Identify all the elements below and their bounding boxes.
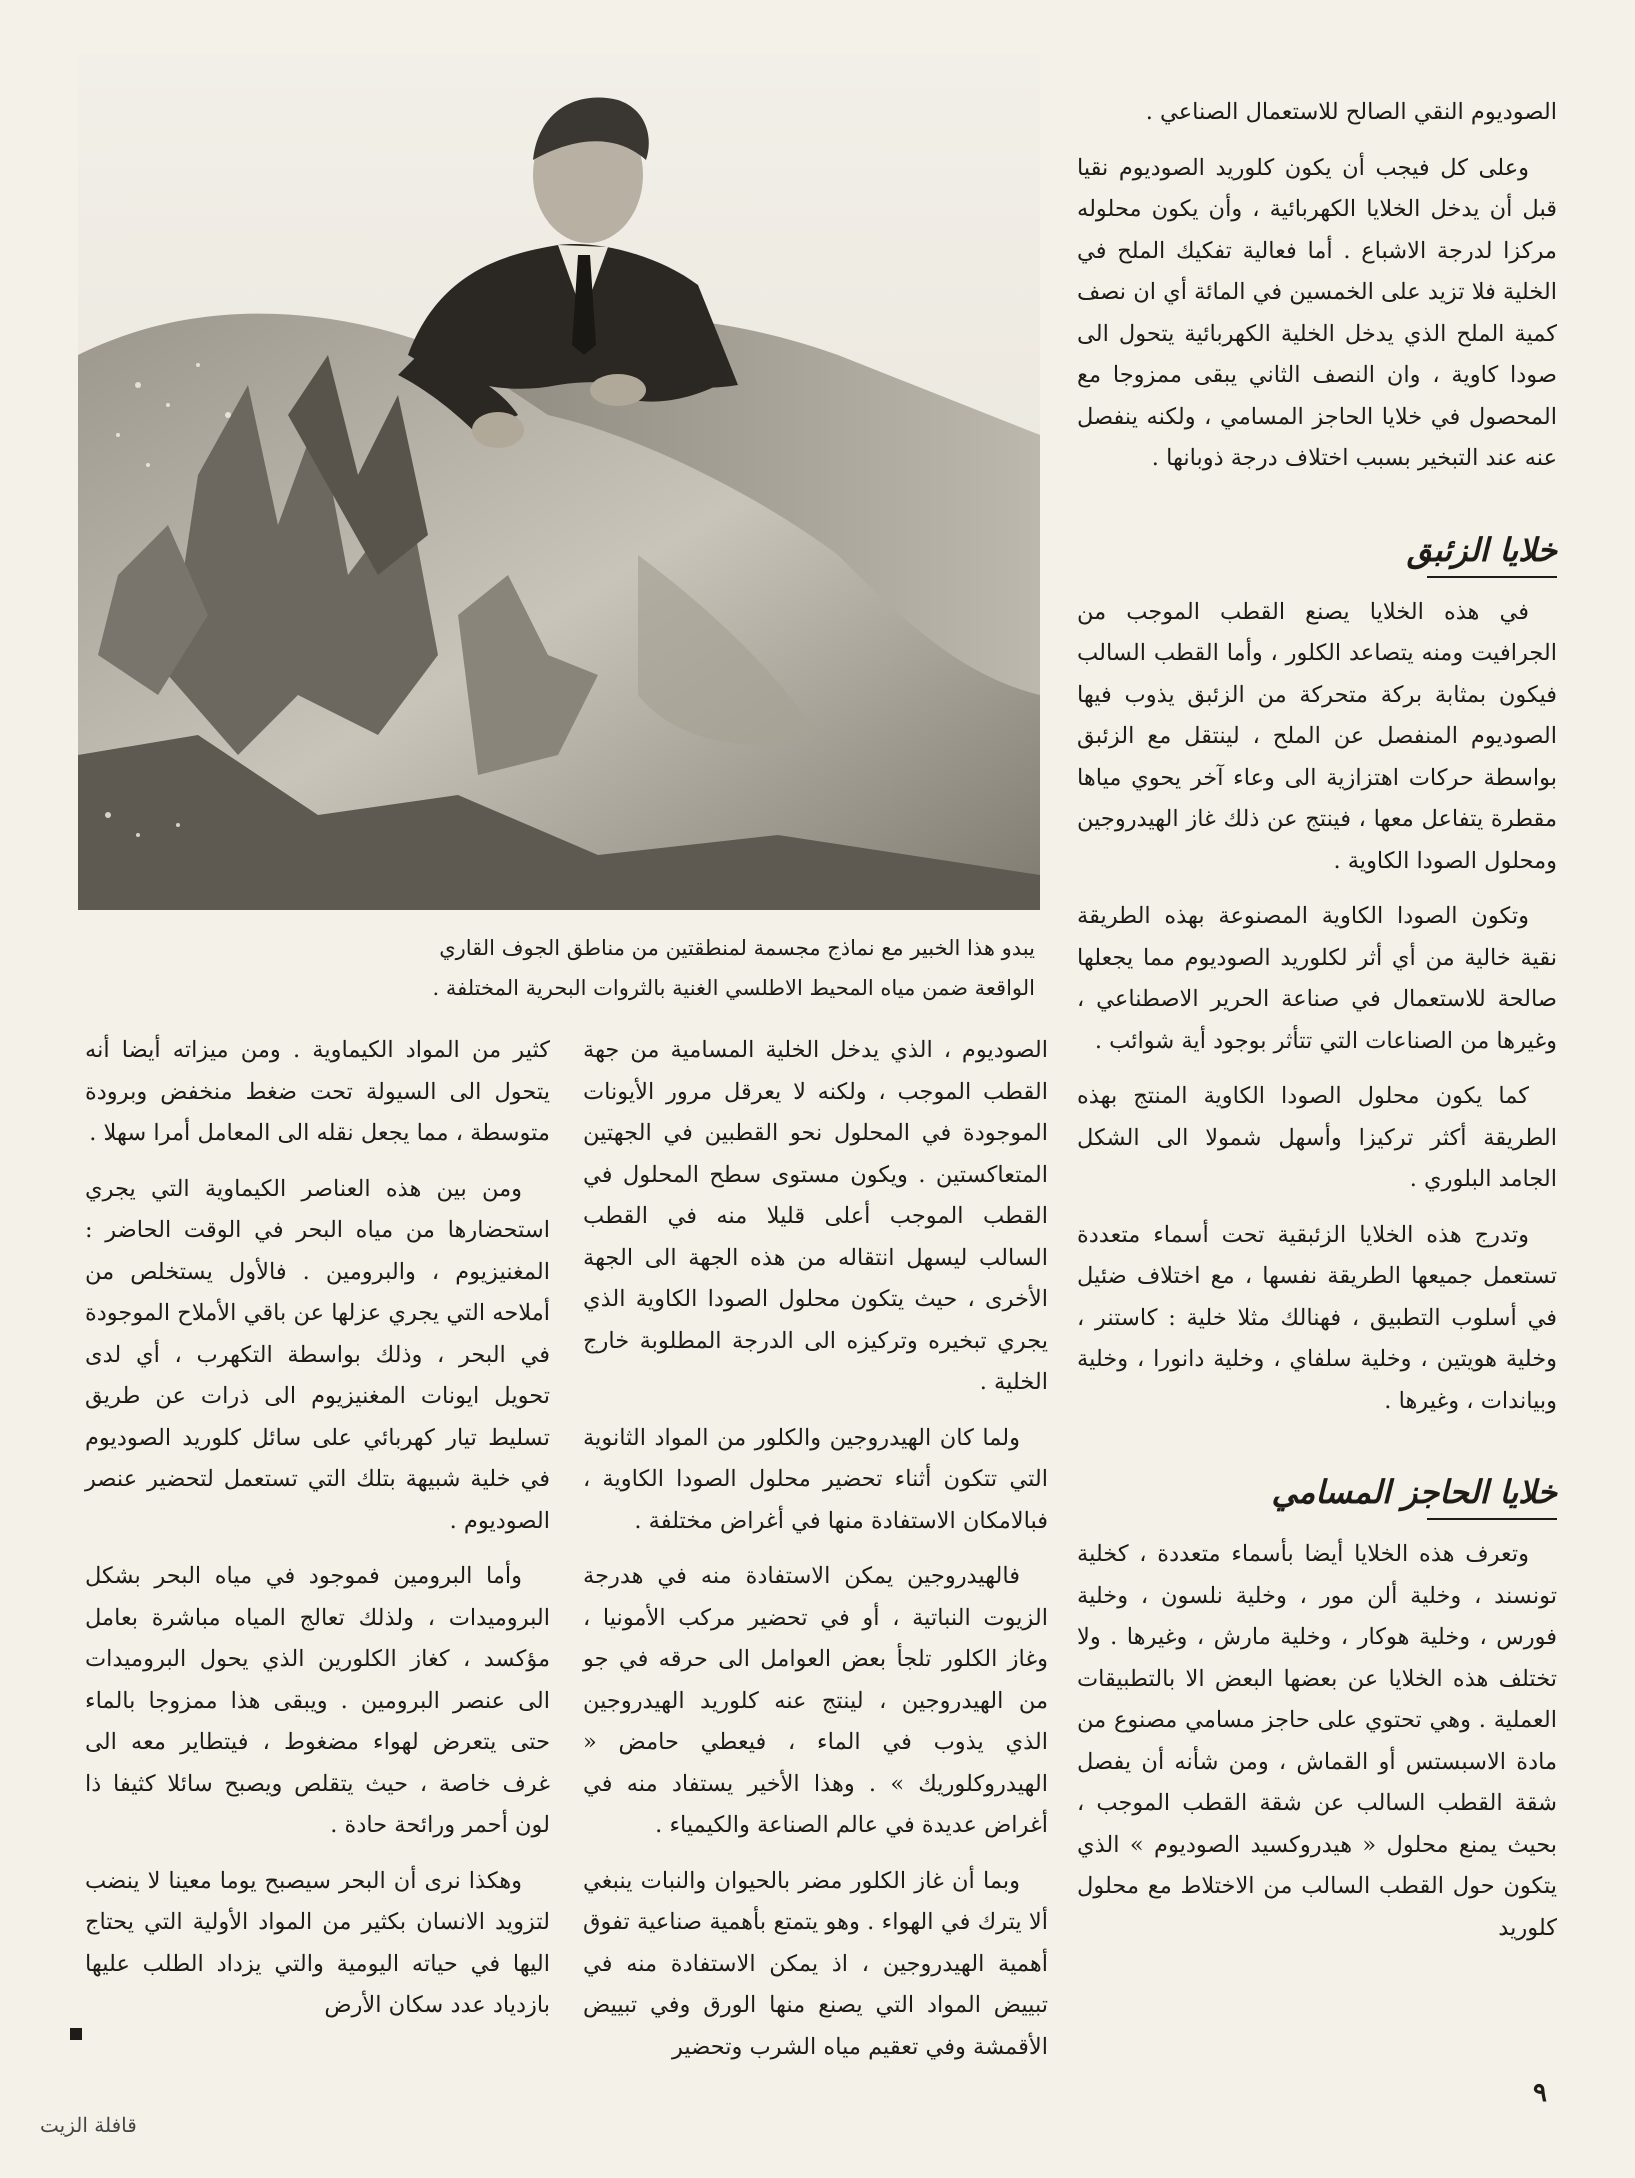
- article-paragraph: وعلى كل فيجب أن يكون كلوريد الصوديوم نقيا قبل أن يدخل الخلايا الكهربائية ، وأن يكون محلوله مركزا لدرجة الاشباع . أما فعالية تفكيك الملح في الخلية فلا تزيد على الخمسين في المائة أي ان نصف كمية الملح الذي يدخل الخلية الكهربائية يتحول الى صودا كاوية ، وان النصف الثاني يبقى ممزوجا مع المحصول في خلايا الحاجز المسامي ، ولكنه ينفصل عنه عند التبخير بسبب اختلاف درجة ذوبانها .: [1077, 154, 1557, 471]
- article-paragraph: كما يكون محلول الصودا الكاوية المنتج بهذه الطريقة أكثر تركيزا وأسهل شمولا الى الشكل الجامد البلوري .: [1077, 1083, 1557, 1192]
- section-heading: خلايا الحاجز المسامي: [1077, 1468, 1557, 1520]
- article-paragraph: الصوديوم النقي الصالح للاستعمال الصناعي .: [1145, 99, 1557, 125]
- article-column-left: [85, 1030, 550, 2041]
- photo-caption-line-1: يبدو هذا الخبير مع نماذج مجسمة لمنطقتين من مناطق الجوف القاري: [439, 936, 1035, 960]
- article-paragraph: الصوديوم ، الذي يدخل الخلية المسامية من جهة القطب الموجب ، ولكنه لا يعرقل مرور الأيونات الموجودة في المحلول نحو القطبين في الجهتين المتعاكستين . ويكون مستوى سطح المحلول في القطب الموجب أعلى قليلا منه في القطب السالب ليسهل انتقاله من هذه الجهة الى الجهة الأخرى ، حيث يتكون محلول الصودا الكاوية الذي يجري تبخيره وتركيزه الى الدرجة المطلوبة خارج الخلية .: [583, 1037, 1048, 1395]
- article-paragraph: في هذه الخلايا يصنع القطب الموجب من الجرافيت ومنه يتصاعد الكلور ، وأما القطب السالب فيكون بمثابة بركة متحركة من الزئبق يذوب فيها الصوديوم المنفصل عن الملح ، لينتقل مع الزئبق بواسطة حركات اهتزازية الى وعاء آخر يحوي مياها مقطرة يتفاعل معها ، فينتج عن ذلك غاز الهيدروجين ومحلول الصودا الكاوية .: [1077, 598, 1557, 874]
- article-paragraph: وتدرج هذه الخلايا الزئبقية تحت أسماء متعددة تستعمل جميعها الطريقة نفسها ، مع اختلاف ضئيل في أسلوب التطبيق ، فهنالك مثلا خلية : كاستنر ، وخلية هويتين ، وخلية سلفاي ، وخلية دانورا ، وخلية وبياندات ، وغيرها .: [1077, 1221, 1557, 1414]
- article-paragraph: وتعرف هذه الخلايا أيضا بأسماء متعددة ، كخلية تونسند ، وخلية ألن مور ، وخلية نلسون ، وخلية فورس ، وخلية هوكار ، وخلية مارش ، وغيرها . ولا تختلف هذه الخلايا عن بعضها البعض الا بالتطبيقات العملية . وهي تحتوي على حاجز مسامي مصنوع من مادة الاسبستس أو القماش ، ومن شأنه أن يفصل شقة القطب السالب عن شقة القطب الموجب ، بحيث يمنع محلول « هيدروكسيد الصوديوم » الذي يتكون حول القطب السالب من الاختلاط مع محلول كلوريد: [1077, 1541, 1557, 1941]
- expert-with-seabed-model-image: [78, 55, 1040, 910]
- article-paragraph: ومن بين هذه العناصر الكيماوية التي يجري استحضارها من مياه البحر في الوقت الحاضر : المغنيزيوم ، والبرومين . فالأول يستخلص من أملاحه التي يجري عزلها عن باقي الأملاح الموجودة في البحر ، وذلك بواسطة التكهرب ، أي لدى تحويل ايونات المغنيزيوم الى ذرات عن طريق تسليط تيار كهربائي على سائل كلوريد الصوديوم في خلية شبيهة بتلك التي تستعمل لتحضير عنصر الصوديوم .: [85, 1175, 550, 1534]
- article-paragraph: كثير من المواد الكيماوية . ومن ميزاته أيضا أنه يتحول الى السيولة تحت ضغط منخفض وبرودة متوسطة ، مما يجعل نقله الى المعامل أمرا سهلا .: [85, 1037, 550, 1146]
- section-heading: خلايا الزئبق: [1077, 526, 1557, 578]
- article-paragraph: وهكذا نرى أن البحر سيصبح يوما معينا لا ينضب لتزويد الانسان بكثير من المواد الأولية التي يحتاج اليها في حياته اليومية والتي يزداد الطلب عليها بازدياد عدد سكان الأرض: [85, 1867, 550, 2018]
- article-paragraph: وتكون الصودا الكاوية المصنوعة بهذه الطريقة نقية خالية من أي أثر لكلوريد الصوديوم مما يجعلها صالحة للاستعمال في صناعة الحرير الاصطناعي ، وغيرها من الصناعات التي تتأثر بوجود أية شوائب .: [1077, 903, 1557, 1054]
- photo-caption: [265, 928, 1035, 1008]
- page-number: ٩: [1533, 2078, 1547, 2108]
- article-column-right: [1077, 92, 1557, 1963]
- article-column-middle: [583, 1030, 1048, 2082]
- photo-caption-line-2: الواقعة ضمن مياه المحيط الاطلسي الغنية بالثروات البحرية المختلفة .: [432, 976, 1035, 1000]
- article-photo: [78, 55, 1040, 910]
- article-paragraph: وأما البرومين فموجود في مياه البحر بشكل البروميدات ، ولذلك تعالج المياه مباشرة بعامل مؤكسد ، كغاز الكلورين الذي يحول البروميدات الى عنصر البرومين . ويبقى هذا ممزوجا بالماء حتى يتعرض لهواء مضغوط ، فيتطاير معه الى غرف خاصة ، حيث يتقلص ويصبح سائلا كثيفا ذا لون أحمر ورائحة حادة .: [85, 1563, 550, 1838]
- article-end-mark: [70, 2028, 82, 2040]
- magazine-name: قافلة الزيت: [40, 2113, 137, 2137]
- article-paragraph: فالهيدروجين يمكن الاستفادة منه في هدرجة الزيوت النباتية ، أو في تحضير مركب الأمونيا ، وغاز الكلور تلجأ بعض العوامل الى حرقه في جو من الهيدروجين ، لينتج عنه كلوريد الهيدروجين الذي يذوب في الماء ، فيعطي حامض « الهيدروكلوريك » . وهذا الأخير يستفاد منه في أغراض عديدة في عالم الصناعة والكيمياء .: [583, 1563, 1048, 1838]
- article-paragraph: ولما كان الهيدروجين والكلور من المواد الثانوية التي تتكون أثناء تحضير محلول الصودا الكاوية ، فبالامكان الاستفادة منها في أغراض مختلفة .: [583, 1424, 1048, 1534]
- article-paragraph: وبما أن غاز الكلور مضر بالحيوان والنبات ينبغي ألا يترك في الهواء . وهو يتمتع بأهمية صناعية تفوق أهمية الهيدروجين ، اذ يمكن الاستفادة منه في تبييض المواد التي يصنع منها الورق وفي تبييض الأقمشة وفي تعقيم مياه الشرب وتحضير: [583, 1867, 1048, 2060]
